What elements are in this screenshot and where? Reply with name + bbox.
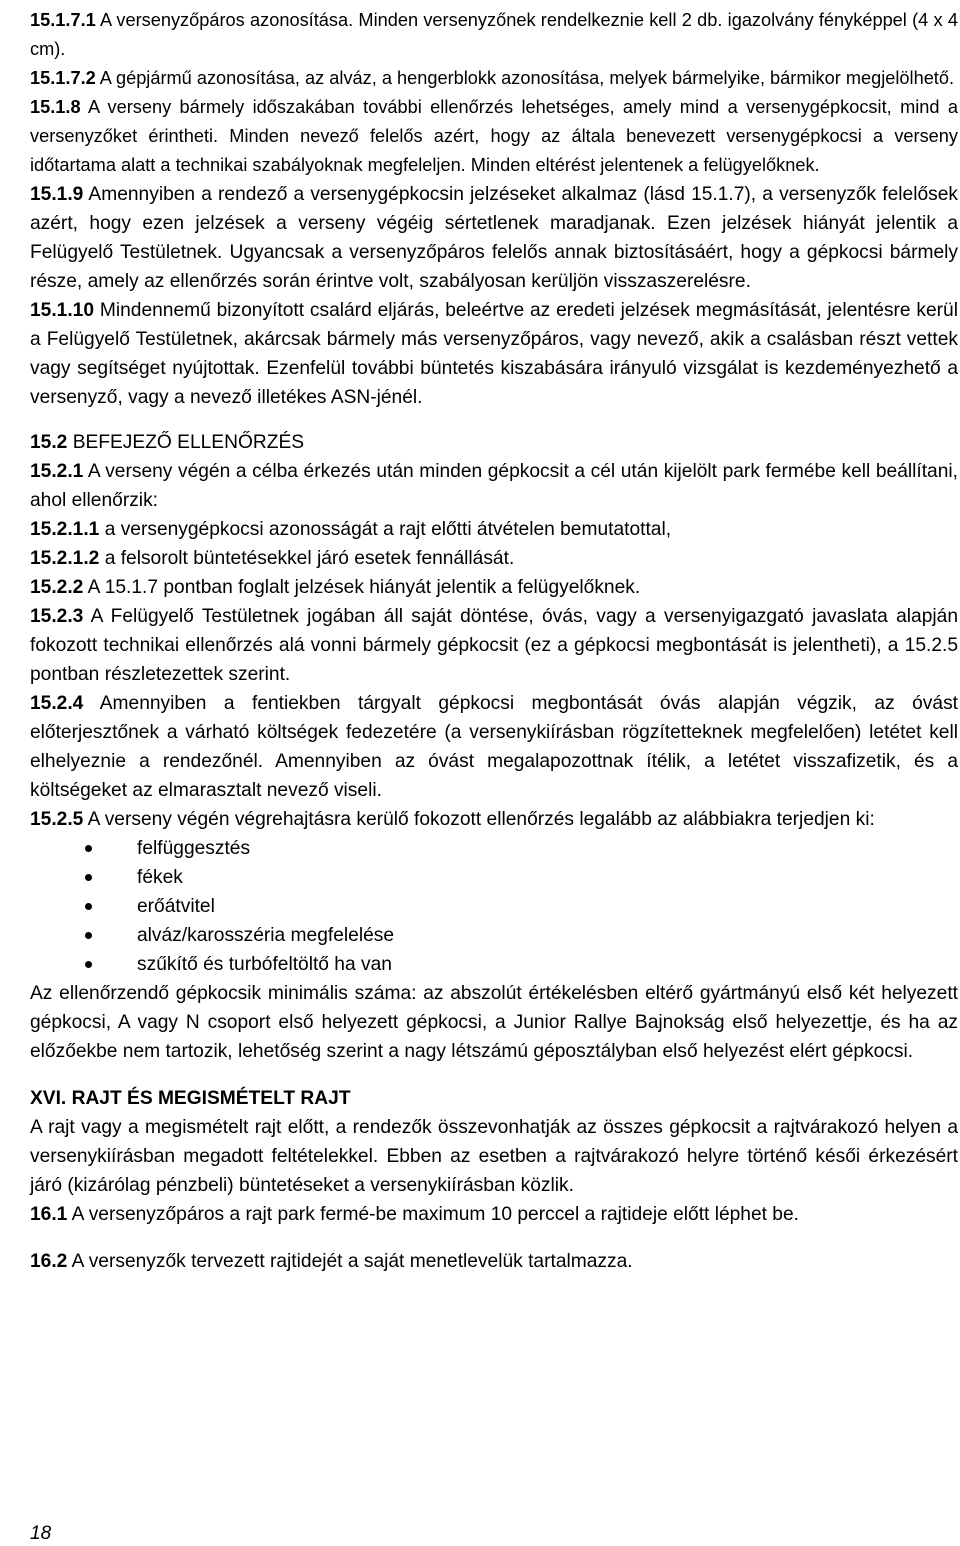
paragraph-text: A verseny bármely időszakában további ellenőrzés lehetséges, amely mind a versenygépkocsit, mind a versenyzőket érintheti. Minden nevező felelős azért, hogy az általa benevezett versenygépkocsi a verseny időtartama alatt a technikai szabályoknak megfeleljen. Minden eltérést jelentenek a felügyelőknek. bbox=[30, 97, 958, 175]
spacer bbox=[30, 412, 958, 428]
inspection-list bbox=[30, 834, 958, 979]
paragraph-minimum-cars: Az ellenőrzendő gépkocsik minimális száma: az abszolút értékelésben eltérő gyártmányú első két helyezett gépkocsi, A vagy N csoport első helyezett gépkocsi, a Junior Rallye Bajnokság első helyezettje, és ha az előzőekbe nem tartozik, lehetőség szerint a nagy létszámú géposztályban első helyezést elért gépkocsi. bbox=[30, 983, 958, 1062]
paragraph-text: A versenyzőpáros azonosítása. Minden versenyzőnek rendelkeznie kell 2 db. igazolvány fényképpel (4 x 4 cm). bbox=[30, 10, 958, 59]
section-number: 15.1.7.1 bbox=[30, 10, 96, 30]
paragraph-15-1-7-2 bbox=[30, 64, 958, 93]
chapter-heading-xvi: XVI. RAJT ÉS MEGISMÉTELT RAJT bbox=[30, 1088, 351, 1109]
paragraph-15-2-1-1 bbox=[30, 515, 958, 544]
paragraph-text: A versenyzők tervezett rajtidejét a saját menetlevelük tartalmazza. bbox=[67, 1251, 633, 1272]
section-number: 15.1.10 bbox=[30, 300, 95, 321]
section-number: 15.2 bbox=[30, 432, 68, 453]
paragraph-15-2-4 bbox=[30, 689, 958, 805]
list-item: szűkítő és turbófeltöltő ha van bbox=[30, 950, 958, 979]
section-title: BEFEJEZŐ ELLENŐRZÉS bbox=[67, 432, 305, 453]
paragraph-text: a felsorolt büntetésekkel járó esetek fennállását. bbox=[99, 548, 515, 569]
section-number: 15.2.3 bbox=[30, 606, 84, 627]
section-number: 15.2.1.2 bbox=[30, 548, 100, 569]
paragraph-text: A verseny végén végrehajtásra kerülő fokozott ellenőrzés legalább az alábbiakra terjedjen ki: bbox=[83, 809, 875, 830]
section-number: 15.1.8 bbox=[30, 97, 81, 117]
section-number: 15.2.1 bbox=[30, 461, 84, 482]
paragraph-text: A verseny végén a célba érkezés után minden gépkocsit a cél után kijelölt park fermébe kell beállítani, ahol ellenőrzik: bbox=[30, 461, 958, 511]
document-page bbox=[30, 6, 958, 1276]
paragraph-15-2-1 bbox=[30, 457, 958, 515]
paragraph-15-1-10 bbox=[30, 296, 958, 412]
paragraph-text: A 15.1.7 pontban foglalt jelzések hiányát jelentik a felügyelőknek. bbox=[83, 577, 641, 598]
paragraph-xvi-intro: A rajt vagy a megismételt rajt előtt, a rendezők összevonhatják az összes gépkocsit a rajtvárakozó helyen a versenykiírásban megadott feltételekkel. Ebben az esetben a rajtvárakozó helyre történő késői érkezésért járó (kizárólag pénzbeli) büntetéseket a versenykiírásban közlik. bbox=[30, 1117, 958, 1196]
section-number: 15.2.5 bbox=[30, 809, 84, 830]
section-number: 15.2.1.1 bbox=[30, 519, 100, 540]
paragraph-text: A Felügyelő Testületnek jogában áll saját döntése, óvás, vagy a versenyigazgató javaslata alapján fokozott technikai ellenőrzés alá vonni bármely gépkocsit (ez a gépkocsi megbontását is jelentheti), a 15.2.5 pontban részletezettek szerint. bbox=[30, 606, 958, 685]
spacer bbox=[30, 1229, 958, 1247]
section-number: 15.2.2 bbox=[30, 577, 84, 598]
paragraph-15-1-8 bbox=[30, 93, 958, 180]
paragraph-15-2-3 bbox=[30, 602, 958, 689]
list-item: erőátvitel bbox=[30, 892, 958, 921]
section-number: 16.1 bbox=[30, 1204, 68, 1225]
section-number: 15.2.4 bbox=[30, 693, 84, 714]
section-number: 15.1.9 bbox=[30, 184, 84, 205]
paragraph-text: A versenyzőpáros a rajt park fermé-be maximum 10 perccel a rajtideje előtt léphet be. bbox=[67, 1204, 799, 1225]
paragraph-text: Amennyiben a fentiekben tárgyalt gépkocsi megbontását óvás alapján végzik, az óvást előterjesztőnek a várható költségek fedezetére (a versenykiírásban rögzítetteknek megfelelően) letétet kell elhelyeznie a rendezőnél. Amennyiben az óvást megalapozottnak ítélik, a letétet visszafizetik, és a költségeket az elmarasztalt nevező viseli. bbox=[30, 693, 958, 801]
paragraph-16-2 bbox=[30, 1247, 958, 1276]
page-number: 18 bbox=[30, 1523, 52, 1544]
paragraph-text: a versenygépkocsi azonosságát a rajt előtti átvételen bemutatottal, bbox=[99, 519, 672, 540]
paragraph-text: Amennyiben a rendező a versenygépkocsin jelzéseket alkalmaz (lásd 15.1.7), a versenyzők felelősek azért, hogy ezen jelzések a verseny végéig sértetlenek maradjanak. Ezen jelzések hiányát jelentik a Felügyelő Testületnek. Ugyancsak a versenyzőpáros felelős annak biztosításáért, hogy a gépkocsi bármely része, amely az ellenőrzés során érintve volt, szabályosan kerüljön visszaszerelésre. bbox=[30, 184, 958, 292]
paragraph-text: Mindennemű bizonyított csalárd eljárás, beleértve az eredeti jelzések megmásítását, jelentésre kerül a Felügyelő Testületnek, akárcsak bármely más versenyzőpáros, vagy nevező, akik a csalásban részt vettek vagy segítséget nyújtottak. Ezenfelül további büntetés kiszabására irányuló vizsgálat is kezdeményezhető a versenyző, vagy a nevező illetékes ASN-jénél. bbox=[30, 300, 958, 408]
section-number: 16.2 bbox=[30, 1251, 68, 1272]
list-item: fékek bbox=[30, 863, 958, 892]
spacer bbox=[30, 1066, 958, 1084]
paragraph-15-2-5 bbox=[30, 805, 958, 834]
paragraph-15-1-7-1 bbox=[30, 6, 958, 64]
paragraph-15-2-1-2 bbox=[30, 544, 958, 573]
section-number: 15.1.7.2 bbox=[30, 68, 96, 88]
paragraph-16-1 bbox=[30, 1200, 958, 1229]
section-heading-15-2 bbox=[30, 428, 958, 457]
list-item: alváz/karosszéria megfelelése bbox=[30, 921, 958, 950]
paragraph-text: A gépjármű azonosítása, az alváz, a hengerblokk azonosítása, melyek bármelyike, bármikor megjelölhető. bbox=[95, 68, 955, 88]
paragraph-15-2-2 bbox=[30, 573, 958, 602]
list-item: felfüggesztés bbox=[30, 834, 958, 863]
paragraph-15-1-9 bbox=[30, 180, 958, 296]
